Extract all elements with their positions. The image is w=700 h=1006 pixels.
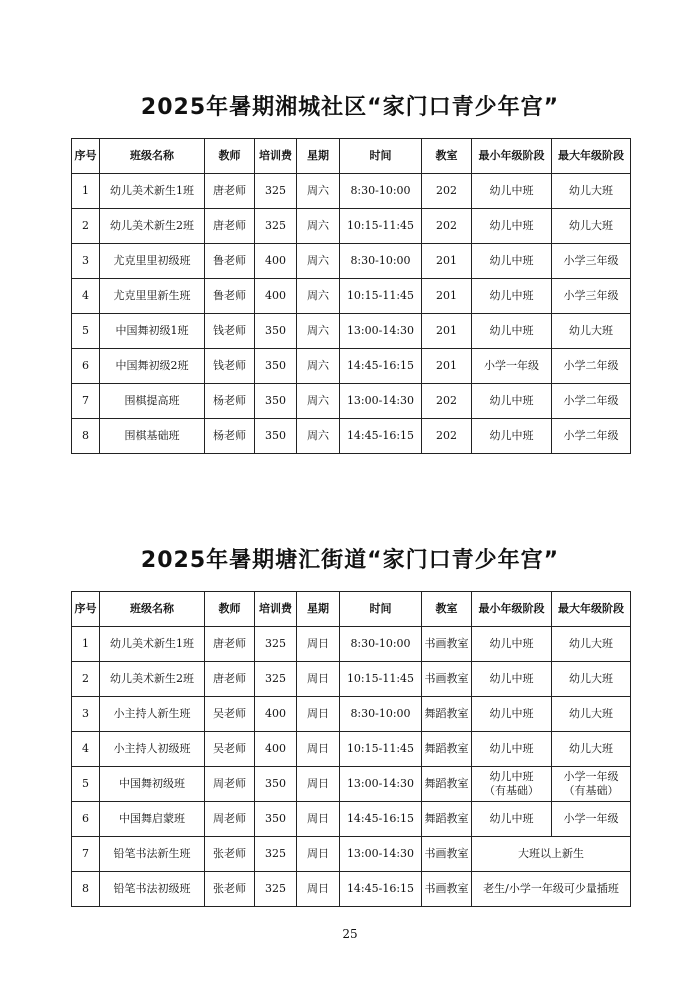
table-cell: 幼儿中班 [472, 662, 552, 697]
table-cell: 钱老师 [205, 314, 255, 349]
table-row [72, 872, 631, 907]
table-cell: 14:45-16:15 [340, 349, 422, 384]
table-cell: 202 [422, 209, 472, 244]
table-cell: 周日 [297, 662, 340, 697]
table-cell: 幼儿大班 [552, 209, 631, 244]
table-cell: 中国舞初级班 [100, 767, 205, 802]
table-cell: 尤克里里新生班 [100, 279, 205, 314]
table-cell: 中国舞初级2班 [100, 349, 205, 384]
table-cell: 小学一年级 [552, 802, 631, 837]
table-cell: 周六 [297, 314, 340, 349]
table-cell: 中国舞启蒙班 [100, 802, 205, 837]
table-cell: 14:45-16:15 [340, 419, 422, 454]
table-cell: 幼儿大班 [552, 174, 631, 209]
table-row [72, 209, 631, 244]
table-cell: 350 [255, 802, 297, 837]
header-cell: 教室 [422, 592, 472, 627]
table-cell: 唐老师 [205, 627, 255, 662]
table-row [72, 662, 631, 697]
table-cell: 幼儿大班 [552, 732, 631, 767]
header-cell: 教师 [205, 592, 255, 627]
table-cell: 幼儿中班 [472, 244, 552, 279]
table-cell: 幼儿大班 [552, 662, 631, 697]
table-cell: 周六 [297, 244, 340, 279]
table-cell: 幼儿大班 [552, 627, 631, 662]
table-cell: 325 [255, 837, 297, 872]
table-cell: 周六 [297, 349, 340, 384]
table-cell: 小学二年级 [552, 384, 631, 419]
table-cell: 小学二年级 [552, 419, 631, 454]
table-cell: 张老师 [205, 872, 255, 907]
table-row [72, 767, 631, 802]
table-cell: 8:30-10:00 [340, 697, 422, 732]
table-cell: 周日 [297, 627, 340, 662]
table-cell: 幼儿中班 [472, 802, 552, 837]
header-cell: 教师 [205, 139, 255, 174]
table-cell: 中国舞初级1班 [100, 314, 205, 349]
table-cell: 幼儿大班 [552, 697, 631, 732]
table-cell: 幼儿美术新生1班 [100, 174, 205, 209]
table-cell: 幼儿美术新生2班 [100, 209, 205, 244]
table-cell: 杨老师 [205, 384, 255, 419]
table-header-row [72, 592, 631, 627]
table-cell: 吴老师 [205, 697, 255, 732]
header-cell: 教室 [422, 139, 472, 174]
merged-grade-cell: 大班以上新生 [472, 837, 631, 872]
table-cell: 小学三年级 [552, 279, 631, 314]
table-cell: 幼儿美术新生2班 [100, 662, 205, 697]
table-cell: 书画教室 [422, 837, 472, 872]
table-cell: 周日 [297, 697, 340, 732]
table-cell: 张老师 [205, 837, 255, 872]
table-cell: 舞蹈教室 [422, 732, 472, 767]
table-cell: 幼儿中班 [472, 732, 552, 767]
table-cell: 周六 [297, 419, 340, 454]
table-cell: 书画教室 [422, 662, 472, 697]
table-cell: 小学二年级 [552, 349, 631, 384]
table-cell: 幼儿中班 [472, 209, 552, 244]
table-row [72, 732, 631, 767]
table-cell: 幼儿中班 [472, 384, 552, 419]
section1-title: 2025年暑期湘城社区“家门口青少年宫” [140, 95, 560, 120]
header-cell: 星期 [297, 139, 340, 174]
table-cell: 7 [72, 384, 100, 419]
table-cell: 周日 [297, 802, 340, 837]
table-cell: 舞蹈教室 [422, 697, 472, 732]
table-cell: 13:00-14:30 [340, 384, 422, 419]
table-cell: 鲁老师 [205, 279, 255, 314]
table-cell: 幼儿中班 [472, 627, 552, 662]
table-cell: 350 [255, 767, 297, 802]
table-cell: 幼儿中班 [472, 314, 552, 349]
table-cell: 201 [422, 349, 472, 384]
header-cell: 培训费 [255, 139, 297, 174]
table-cell: 唐老师 [205, 174, 255, 209]
table-cell: 325 [255, 627, 297, 662]
table-cell: 325 [255, 872, 297, 907]
table-cell: 201 [422, 244, 472, 279]
cell-line: 幼儿中班 [489, 770, 534, 783]
table-cell: 幼儿美术新生1班 [100, 627, 205, 662]
table-row [72, 627, 631, 662]
table-cell: 2 [72, 209, 100, 244]
table-cell: 350 [255, 419, 297, 454]
table-cell: 杨老师 [205, 419, 255, 454]
table-cell: 小主持人初级班 [100, 732, 205, 767]
table-cell: 8:30-10:00 [340, 627, 422, 662]
table-cell: 书画教室 [422, 872, 472, 907]
table-cell: 1 [72, 174, 100, 209]
table-cell: 201 [422, 314, 472, 349]
header-cell: 时间 [340, 592, 422, 627]
table-cell: 202 [422, 174, 472, 209]
table-cell: 8:30-10:00 [340, 244, 422, 279]
table-cell: 201 [422, 279, 472, 314]
table-cell: 13:00-14:30 [340, 837, 422, 872]
table-header-row [72, 139, 631, 174]
table-cell: 400 [255, 697, 297, 732]
table-cell: 5 [72, 314, 100, 349]
table-row [72, 802, 631, 837]
table-cell: 2 [72, 662, 100, 697]
table-cell: 幼儿中班 [472, 174, 552, 209]
table-cell: 10:15-11:45 [340, 732, 422, 767]
table-cell: 8:30-10:00 [340, 174, 422, 209]
table-row [72, 174, 631, 209]
table-cell: 13:00-14:30 [340, 767, 422, 802]
table-cell: 6 [72, 802, 100, 837]
table-cell: 202 [422, 384, 472, 419]
table-cell: 幼儿中班 [472, 697, 552, 732]
table-cell: 350 [255, 384, 297, 419]
table-cell: 10:15-11:45 [340, 662, 422, 697]
header-cell: 星期 [297, 592, 340, 627]
table-cell: 周六 [297, 174, 340, 209]
cell-note: （有基础） [484, 784, 539, 797]
table-cell: 6 [72, 349, 100, 384]
table-cell: 周日 [297, 767, 340, 802]
table-cell: 10:15-11:45 [340, 279, 422, 314]
table-cell: 400 [255, 279, 297, 314]
table-cell: 周日 [297, 872, 340, 907]
table-cell: 202 [422, 419, 472, 454]
table-cell: 舞蹈教室 [422, 802, 472, 837]
table-cell: 7 [72, 837, 100, 872]
table-cell: 4 [72, 279, 100, 314]
table-row [72, 244, 631, 279]
table-cell: 周日 [297, 837, 340, 872]
header-cell: 最大年级阶段 [552, 592, 631, 627]
table-cell: 小学三年级 [552, 244, 631, 279]
table-cell: 舞蹈教室 [422, 767, 472, 802]
header-cell: 序号 [72, 139, 100, 174]
table-cell: 幼儿中班 [472, 279, 552, 314]
table-cell: 400 [255, 732, 297, 767]
table-cell: 400 [255, 244, 297, 279]
table-cell: 周六 [297, 279, 340, 314]
table-cell: 唐老师 [205, 662, 255, 697]
table-cell [472, 767, 552, 802]
header-cell: 最小年级阶段 [472, 592, 552, 627]
table-cell: 350 [255, 314, 297, 349]
table-cell: 周六 [297, 209, 340, 244]
header-cell: 时间 [340, 139, 422, 174]
table-row [72, 384, 631, 419]
table-cell [552, 767, 631, 802]
table-cell: 325 [255, 662, 297, 697]
table-cell: 8 [72, 872, 100, 907]
table-cell: 钱老师 [205, 349, 255, 384]
table-cell: 铅笔书法新生班 [100, 837, 205, 872]
table-cell: 周老师 [205, 767, 255, 802]
table-cell: 13:00-14:30 [340, 314, 422, 349]
table-cell: 1 [72, 627, 100, 662]
section2-schedule-table [71, 591, 631, 907]
table-cell: 围棋基础班 [100, 419, 205, 454]
table-cell: 幼儿大班 [552, 314, 631, 349]
table-cell: 小主持人新生班 [100, 697, 205, 732]
table-cell: 鲁老师 [205, 244, 255, 279]
table-cell: 周老师 [205, 802, 255, 837]
page-number: 25 [342, 927, 358, 941]
table-row [72, 349, 631, 384]
cell-line: 小学一年级 [563, 770, 619, 783]
header-cell: 最大年级阶段 [552, 139, 631, 174]
table-cell: 铅笔书法初级班 [100, 872, 205, 907]
table-cell: 10:15-11:45 [340, 209, 422, 244]
table-cell: 尤克里里初级班 [100, 244, 205, 279]
table-cell: 3 [72, 244, 100, 279]
table-row [72, 279, 631, 314]
table-cell: 325 [255, 174, 297, 209]
table-cell: 幼儿中班 [472, 419, 552, 454]
table-cell: 14:45-16:15 [340, 802, 422, 837]
table-cell: 小学一年级 [472, 349, 552, 384]
table-cell: 3 [72, 697, 100, 732]
header-cell: 培训费 [255, 592, 297, 627]
table-cell: 14:45-16:15 [340, 872, 422, 907]
table-cell: 周六 [297, 384, 340, 419]
header-cell: 最小年级阶段 [472, 139, 552, 174]
header-cell: 序号 [72, 592, 100, 627]
section2-title: 2025年暑期塘汇街道“家门口青少年宫” [140, 548, 560, 573]
header-cell: 班级名称 [100, 139, 205, 174]
table-cell: 5 [72, 767, 100, 802]
table-cell: 唐老师 [205, 209, 255, 244]
table-cell: 350 [255, 349, 297, 384]
merged-grade-cell: 老生/小学一年级可少量插班 [472, 872, 631, 907]
table-cell: 吴老师 [205, 732, 255, 767]
table-row [72, 697, 631, 732]
table-row [72, 419, 631, 454]
table-cell: 325 [255, 209, 297, 244]
table-cell: 围棋提高班 [100, 384, 205, 419]
header-cell: 班级名称 [100, 592, 205, 627]
table-cell: 8 [72, 419, 100, 454]
table-row [72, 837, 631, 872]
table-cell: 书画教室 [422, 627, 472, 662]
cell-note: （有基础） [563, 784, 619, 797]
table-cell: 4 [72, 732, 100, 767]
table-row [72, 314, 631, 349]
section1-schedule-table [71, 138, 631, 454]
table-cell: 周日 [297, 732, 340, 767]
